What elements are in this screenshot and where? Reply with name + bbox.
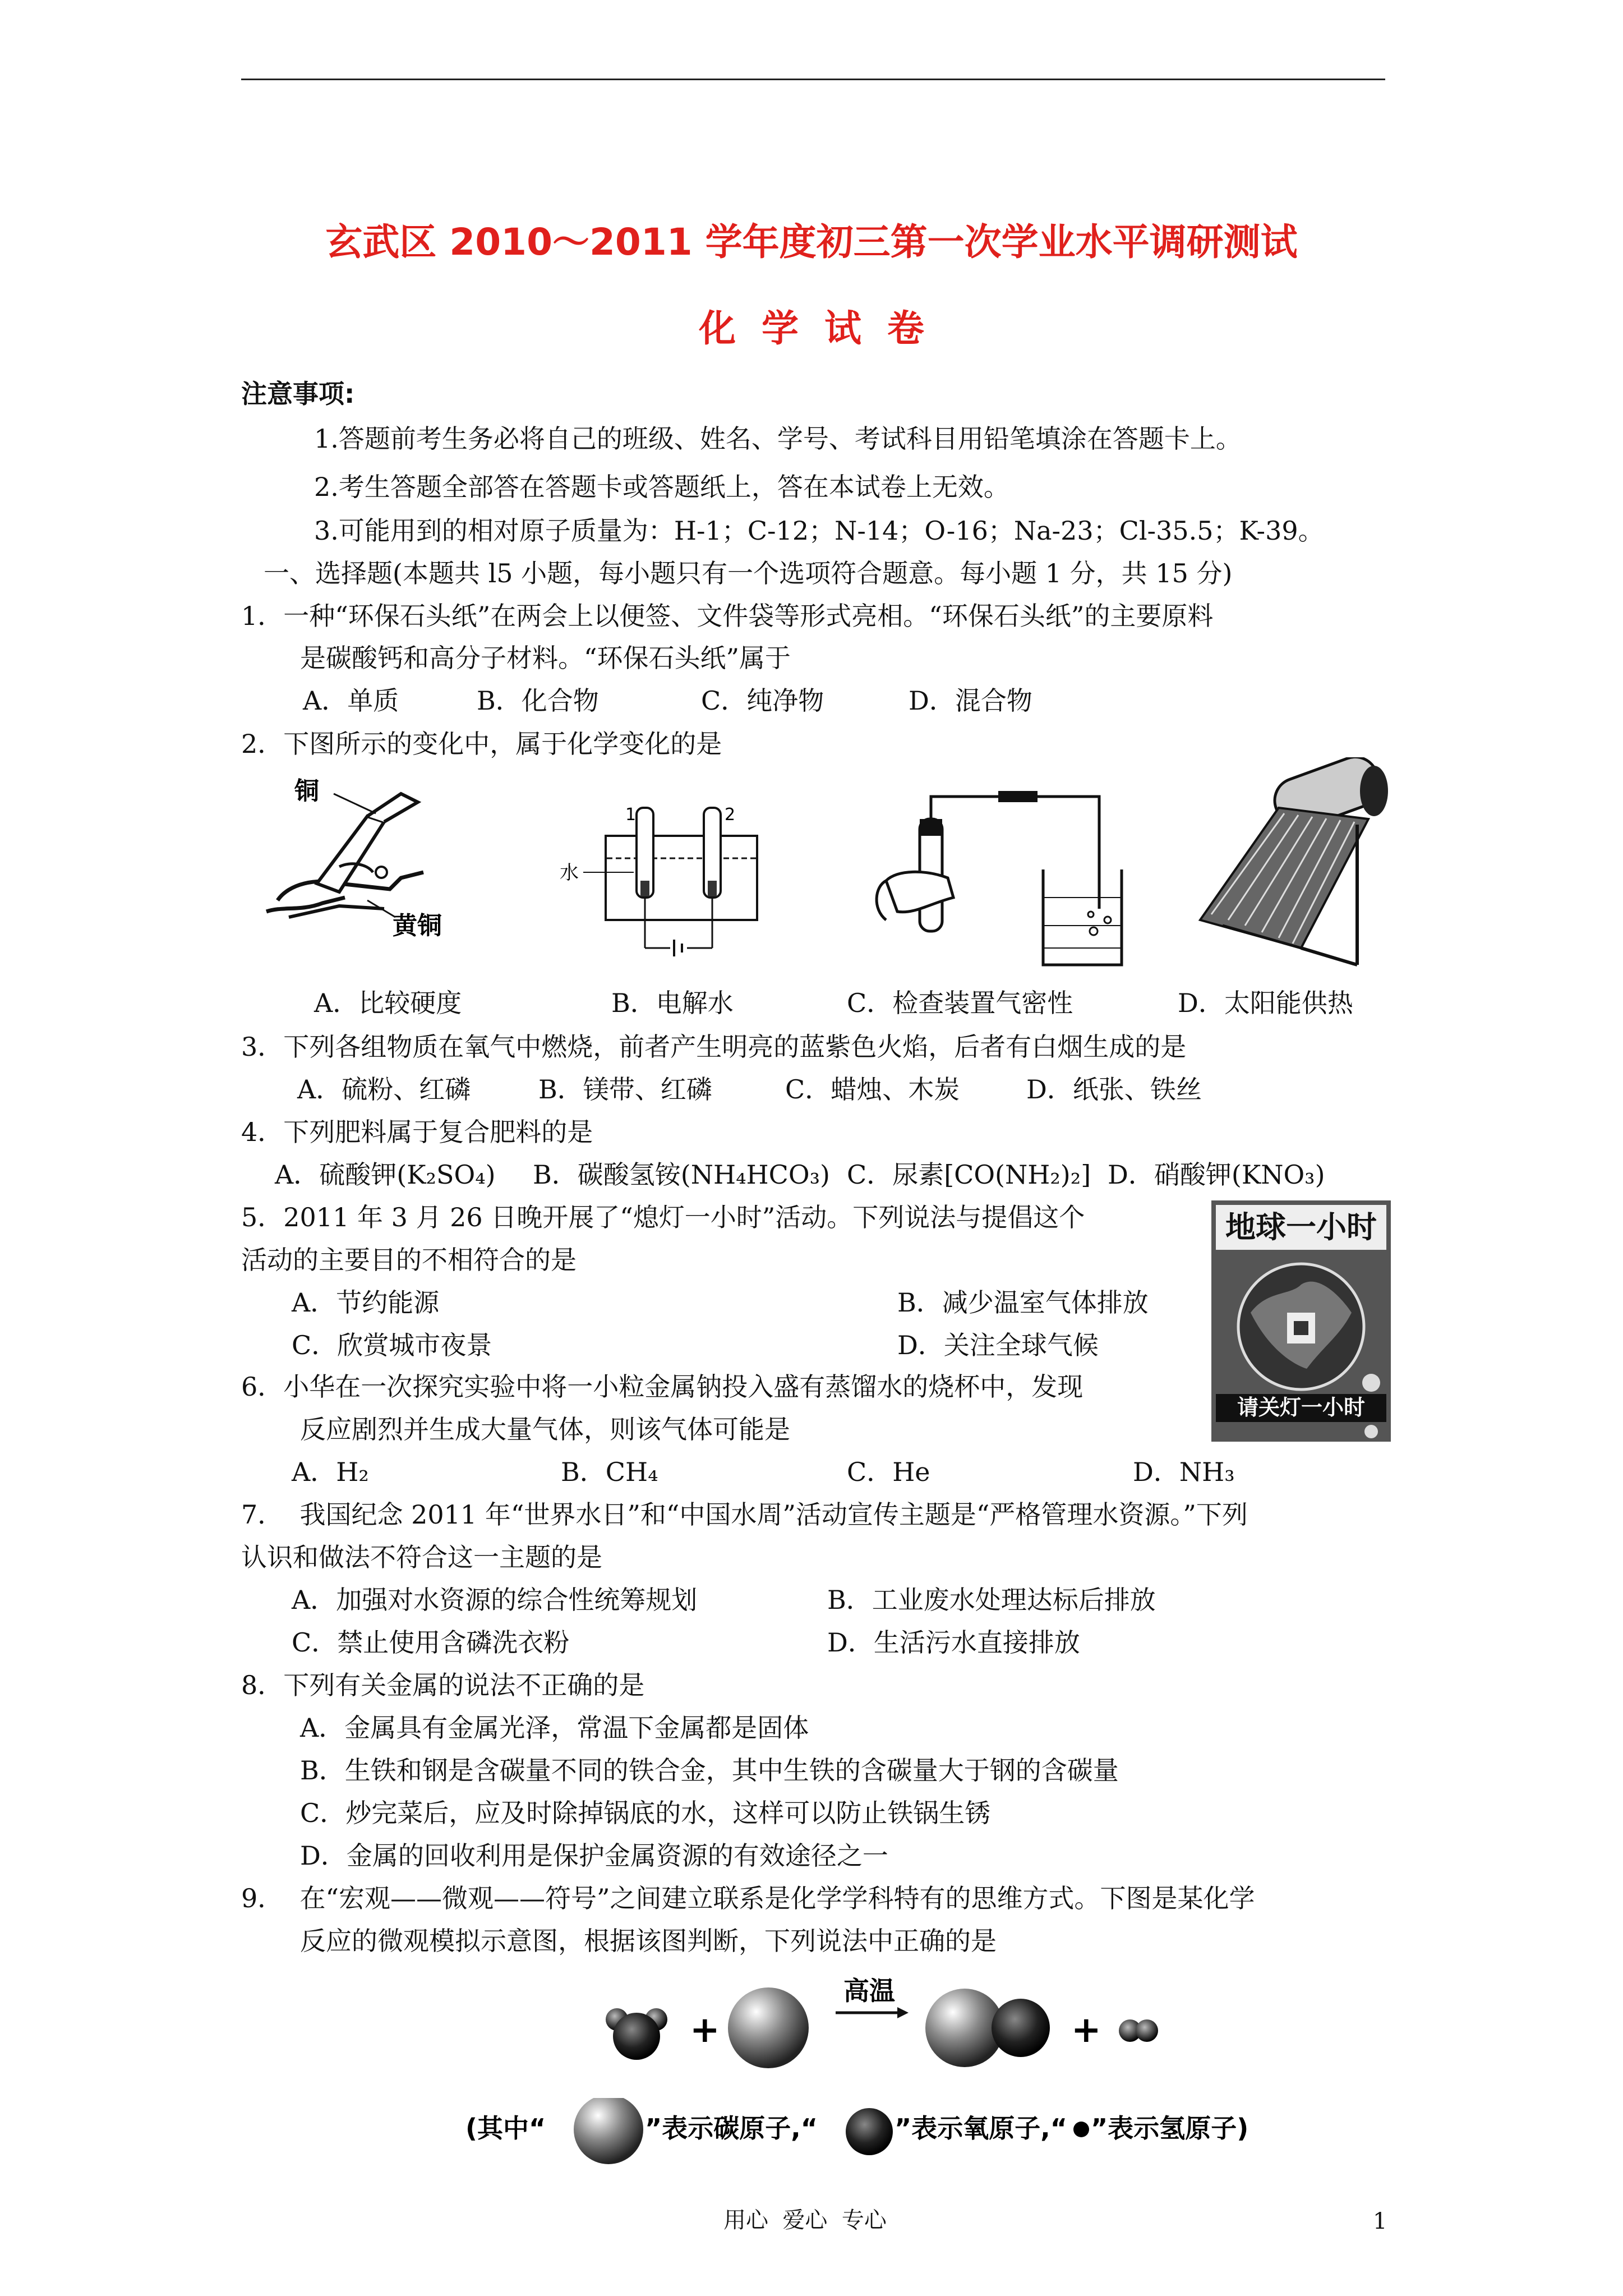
q9-line1: 9． 在“宏观——微观——符号”之间建立联系是化学学科特有的思维方式。下图是某化学: [241, 1883, 1255, 1913]
footer-motto: 用心 爱心 专心: [723, 2207, 887, 2233]
q3-option-a: A．硫粉、红磷: [297, 1074, 471, 1105]
figure-electrolysis: [544, 802, 780, 965]
q8-option-b: B．生铁和钢是含碳量不同的铁合金，其中生铁的含碳量大于钢的含碳量: [300, 1755, 1119, 1786]
q2-option-c: C．检查装置气密性: [847, 988, 1073, 1018]
poster-slogan: 请关灯一小时: [1237, 1395, 1366, 1420]
figure-airtightness-check: [864, 785, 1127, 970]
q5-option-d: D．关注全球气候: [897, 1330, 1099, 1360]
q5-option-a: A．节约能源: [292, 1287, 440, 1318]
reaction-legend: [465, 2098, 1307, 2165]
page-number: 1: [1373, 2208, 1387, 2234]
q1-option-d: D．混合物: [909, 685, 1032, 716]
plus-sign: +: [690, 2009, 720, 2051]
q7-option-b: B．工业废水处理达标后排放: [827, 1585, 1156, 1615]
reaction-condition: 高温: [843, 1976, 895, 2006]
q5-line1: 5．2011 年 3 月 26 日晚开展了“熄灯一小时”活动。下列说法与提倡这个: [241, 1202, 1085, 1232]
legend-text-1: (其中“: [465, 2113, 546, 2143]
legend-text-4: ”表示氢原子): [1091, 2113, 1249, 2143]
q5-option-b: B．减少温室气体排放: [897, 1287, 1149, 1318]
q2-option-b: B．电解水: [611, 988, 734, 1018]
q7-option-d: D．生活污水直接排放: [827, 1627, 1080, 1658]
label-tube-1: 1: [625, 805, 637, 825]
q4-option-d: D．硝酸钾(KNO₃): [1108, 1159, 1325, 1190]
q8-stem: 8．下列有关金属的说法不正确的是: [241, 1670, 645, 1700]
molecule-water: [606, 2008, 667, 2060]
q4-option-c: C．尿素[CO(NH₂)₂]: [847, 1159, 1091, 1190]
label-water: 水: [560, 862, 579, 884]
q3-option-b: B．镁带、红磷: [538, 1074, 712, 1105]
q7-option-a: A．加强对水资源的综合性统筹规划: [292, 1585, 698, 1615]
label-brass: 黄铜: [393, 912, 442, 940]
note-3: 3.可能用到的相对原子质量为：H-1；C-12；N-14；O-16；Na-23；Cl-35.5；K-39。: [314, 516, 1324, 546]
page-subtitle: 化 学 试 卷: [699, 307, 924, 350]
legend-oxygen-atom: [846, 2108, 893, 2155]
q1-line2: 是碳酸钙和高分子材料。“环保石头纸”属于: [300, 643, 791, 673]
q6-option-a: A．H₂: [292, 1457, 369, 1487]
q1-option-b: B．化合物: [477, 685, 599, 716]
q8-option-c: C．炒完菜后，应及时除掉锅底的水，这样可以防止铁锅生锈: [300, 1798, 991, 1828]
poster-title: 地球一小时: [1225, 1209, 1377, 1245]
note-1: 1.答题前考生务必将自己的班级、姓名、学号、考试科目用铅笔填涂在答题卡上。: [314, 424, 1242, 454]
q6-line2: 反应剧烈并生成大量气体，则该气体可能是: [300, 1414, 790, 1444]
q1-line1: 1．一种“环保石头纸”在两会上以便签、文件袋等形式亮相。“环保石头纸”的主要原料: [241, 601, 1214, 631]
atom-carbon: [728, 1987, 809, 2068]
q7-option-c: C．禁止使用含磷洗衣粉: [292, 1627, 570, 1658]
q3-option-d: D．纸张、铁丝: [1026, 1074, 1202, 1105]
molecule-carbon-monoxide: [925, 1989, 1050, 2067]
page-title: 玄武区 2010～2011 学年度初三第一次学业水平调研测试: [325, 220, 1298, 264]
legend-text-3: ”表示氧原子,“: [895, 2113, 1067, 2143]
plus-sign: +: [1071, 2009, 1101, 2051]
q3-option-c: C．蜡烛、木炭: [785, 1074, 960, 1105]
section-heading: 一、选择题(本题共 l5 小题，每小题只有一个选项符合题意。每小题 1 分，共 15 分): [264, 558, 1233, 588]
figure-hardness-comparison: [255, 771, 479, 940]
q9-line2: 反应的微观模拟示意图，根据该图判断，下列说法中正确的是: [300, 1926, 997, 1956]
molecule-hydrogen: [1119, 2019, 1158, 2042]
reaction-diagram: [606, 1975, 1211, 2081]
q7-line1: 7． 我国纪念 2011 年“世界水日”和“中国水周”活动宣传主题是“严格管理水资源。”下列: [241, 1499, 1248, 1530]
q6-option-c: C．He: [847, 1457, 930, 1487]
q5-line2: 活动的主要目的不相符合的是: [241, 1245, 577, 1275]
q6-option-b: B．CH₄: [561, 1457, 658, 1487]
note-2: 2.考生答题全部答在答题卡或答题纸上，答在本试卷上无效。: [314, 472, 1009, 502]
legend-hydrogen-atom: [1073, 2122, 1089, 2137]
q6-line1: 6．小华在一次探究实验中将一小粒金属钠投入盛有蒸馏水的烧杯中，发现: [241, 1372, 1083, 1402]
q4-stem: 4．下列肥料属于复合肥料的是: [241, 1117, 593, 1147]
q6-option-d: D．NH₃: [1133, 1457, 1235, 1487]
q2-option-d: D．太阳能供热: [1178, 988, 1353, 1018]
q4-option-a: A．硫酸钾(K₂SO₄): [275, 1159, 496, 1190]
q3-stem: 3．下列各组物质在氧气中燃烧，前者产生明亮的蓝紫色火焰，后者有白烟生成的是: [241, 1032, 1187, 1062]
q8-option-a: A．金属具有金属光泽，常温下金属都是固体: [300, 1713, 809, 1743]
q2-option-a: A．比较硬度: [314, 988, 462, 1018]
q7-line2: 认识和做法不符合这一主题的是: [241, 1542, 602, 1572]
earth-hour-poster: [1211, 1200, 1391, 1442]
label-copper: 铜: [294, 777, 319, 806]
legend-carbon-atom: [574, 2098, 643, 2164]
q5-option-c: C．欣赏城市夜景: [292, 1330, 492, 1360]
q2-stem: 2．下图所示的变化中，属于化学变化的是: [241, 729, 722, 759]
header-rule: [241, 79, 1385, 80]
notes-heading: 注意事项:: [241, 379, 355, 409]
figure-solar-heater: [1189, 757, 1391, 970]
q1-option-c: C．纯净物: [701, 685, 824, 716]
q8-option-d: D．金属的回收利用是保护金属资源的有效途径之一: [300, 1841, 888, 1871]
q4-option-b: B．碳酸氢铵(NH₄HCO₃): [533, 1159, 830, 1190]
legend-text-2: ”表示碳原子,“: [645, 2113, 818, 2143]
label-tube-2: 2: [725, 805, 736, 825]
q1-option-a: A．单质: [303, 685, 399, 716]
